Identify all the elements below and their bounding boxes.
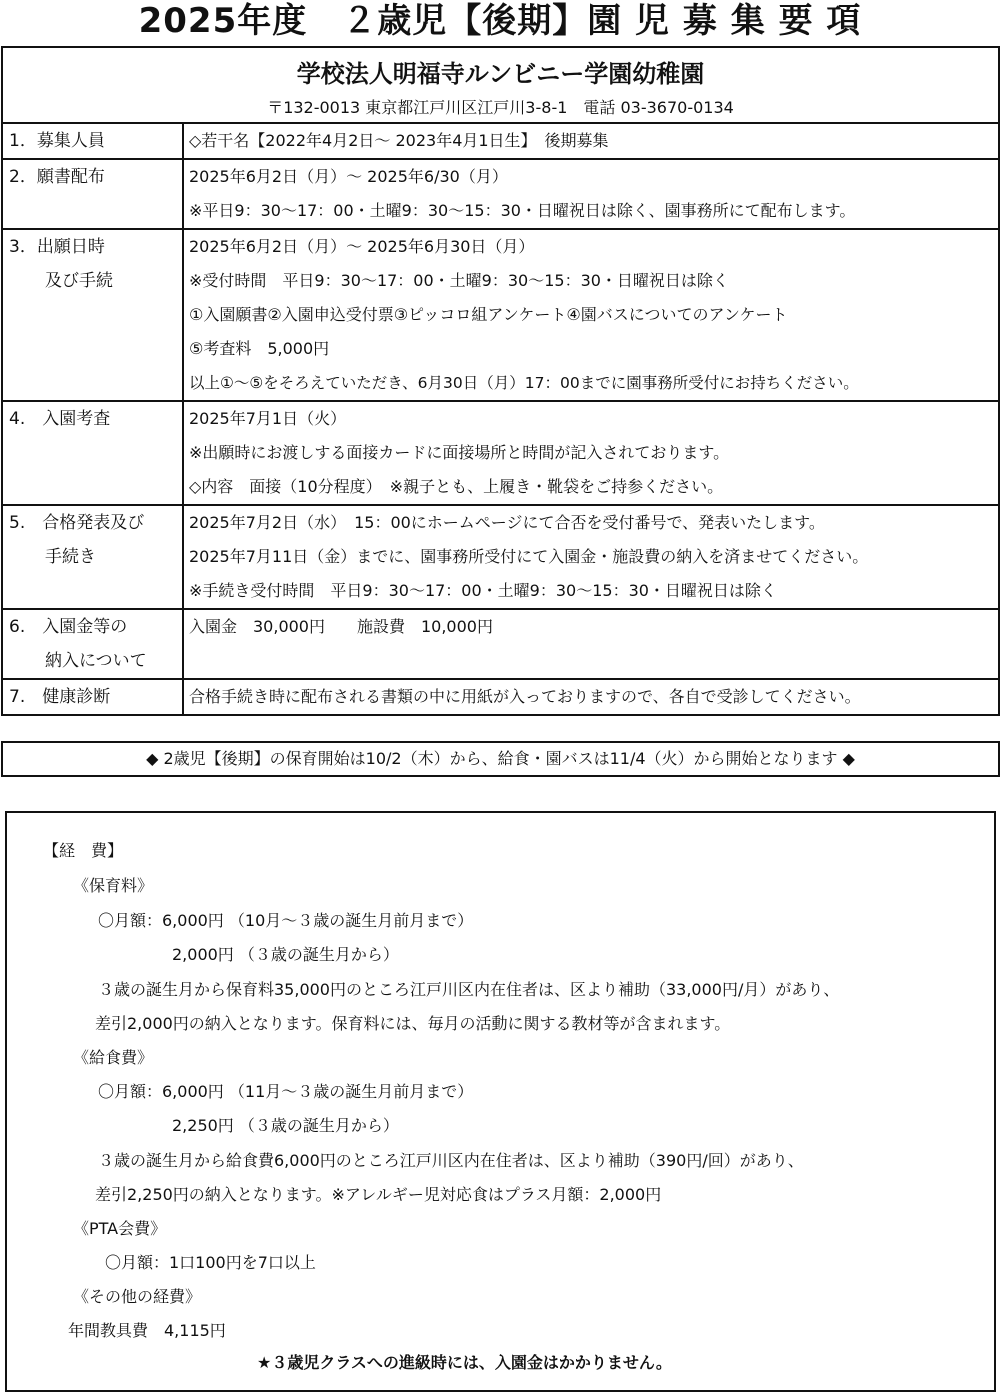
childcare-start-notice: ◆ 2歳児【後期】の保育開始は10/2（木）から、給食・園バスは11/4（火）から開始となります ◆ (1, 741, 1000, 777)
content-line: 2025年6月2日（月）～ 2025年6/30（月） (189, 167, 508, 186)
content-line: 以上①～⑤をそろえていただき、6月30日（月）17：00までに園事務所受付にお持ちください。 (189, 374, 859, 392)
row-label (2, 229, 183, 401)
content-line: ※手続き受付時間 平日9：30～17：00・土曜9：30～15：30・日曜祝日は除く (189, 581, 777, 600)
other-line: 年間教具費 4,115円 (68, 1321, 226, 1340)
kyushoku-line: 差引2,250円の納入となります。※アレルギー児対応食はプラス月額：2,000円 (95, 1185, 662, 1204)
table-row (2, 401, 999, 505)
kyushoku-title: 《給食費》 (73, 1048, 154, 1067)
hoiku-line: 差引2,000円の納入となります。保育料には、毎月の活動に関する教材等が含まれます。 (95, 1014, 731, 1033)
content-line: ※出願時にお渡しする面接カードに面接場所と時間が記入されております。 (189, 443, 730, 462)
costs-box (5, 811, 996, 1392)
content-line: ◇内容 面接（10分程度） ※親子とも、上履き・靴袋をご持参ください。 (189, 477, 724, 496)
page-title: 2025年度 ２歳児【後期】園 児 募 集 要 項 (138, 1, 862, 41)
table-row (2, 229, 999, 401)
table-row (2, 679, 999, 715)
content-line: ①入園願書②入園申込受付票③ピッコロ組アンケート④園バスについてのアンケート (189, 305, 788, 324)
content-line: 入園金 30,000円 施設費 10,000円 (189, 617, 493, 636)
school-header-row (2, 47, 999, 123)
row-content (183, 609, 999, 679)
row-content (183, 401, 999, 505)
other-title: 《その他の経費》 (73, 1287, 202, 1306)
label-line: 手続き (45, 547, 96, 567)
label-line: 7. 健康診断 (9, 687, 111, 707)
label-line: 1．募集人員 (9, 131, 105, 151)
recruitment-table (1, 46, 1000, 716)
content-line: 2025年7月11日（金）までに、園事務所受付にて入園金・施設費の納入を済ませてください。 (189, 547, 869, 566)
content-line: ◇若干名【2022年4月2日～ 2023年4月1日生】 後期募集 (189, 131, 609, 150)
label-line: 2．願書配布 (9, 167, 105, 187)
row-label (2, 401, 183, 505)
table-row (2, 123, 999, 159)
content-line: 合格手続き時に配布される書類の中に用紙が入っておりますので、各自で受診してください。 (189, 687, 861, 706)
hoiku-line: ３歳の誕生月から保育料35,000円のところ江戸川区内在住者は、区より補助（33,000円/月）があり、 (98, 980, 840, 999)
content-line: ※受付時間 平日9：30～17：00・土曜9：30～15：30・日曜祝日は除く (189, 271, 729, 290)
content-line: ※平日9：30～17：00・土曜9：30～15：30・日曜祝日は除く、園事務所にて配布します。 (189, 201, 856, 220)
pta-line: 〇月額：1口100円を7口以上 (105, 1253, 316, 1272)
label-line: 4. 入園考査 (9, 409, 111, 429)
table-row (2, 505, 999, 609)
label-line: 6. 入園金等の (9, 617, 128, 637)
row-label (2, 505, 183, 609)
pta-title: 《PTA会費》 (73, 1219, 167, 1238)
label-line: 納入について (45, 651, 147, 671)
row-content (183, 159, 999, 229)
row-content (183, 505, 999, 609)
row-content (183, 123, 999, 159)
row-label (2, 159, 183, 229)
hoiku-title: 《保育料》 (73, 876, 154, 895)
row-label (2, 123, 183, 159)
table-row (2, 159, 999, 229)
costs-footer-note: ★３歳児クラスへの進級時には、入園金はかかりません。 (257, 1353, 672, 1372)
hoiku-line: 2,000円 （３歳の誕生月から） (172, 945, 399, 964)
hoiku-line: 〇月額：6,000円 （10月～３歳の誕生月前月まで） (98, 911, 474, 930)
row-content (183, 229, 999, 401)
table-row (2, 609, 999, 679)
content-line: 2025年6月2日（月）～ 2025年6月30日（月） (189, 237, 535, 256)
label-line: 及び手続 (45, 271, 113, 291)
kyushoku-line: 〇月額：6,000円 （11月～３歳の誕生月前月まで） (98, 1082, 474, 1101)
row-content (183, 679, 999, 715)
row-label (2, 609, 183, 679)
row-label (2, 679, 183, 715)
school-name: 学校法人明福寺ルンビニー学園幼稚園 (296, 60, 705, 88)
costs-heading: 【経 費】 (43, 841, 124, 860)
kyushoku-line: 2,250円 （３歳の誕生月から） (172, 1116, 399, 1135)
content-line: ⑤考査料 5,000円 (189, 339, 330, 358)
school-header (2, 47, 999, 123)
content-line: 2025年7月1日（火） (189, 409, 347, 428)
label-line: 3．出願日時 (9, 237, 105, 257)
label-line: 5. 合格発表及び (9, 513, 145, 533)
content-line: 2025年7月2日（水） 15：00にホームページにて合否を受付番号で、発表いたします。 (189, 513, 825, 532)
school-address: 〒132-0013 東京都江戸川区江戸川3-8-1 電話 03-3670-0134 (267, 98, 734, 117)
kyushoku-line: ３歳の誕生月から給食費6,000円のところ江戸川区内在住者は、区より補助（390円/回）があり、 (98, 1151, 804, 1170)
